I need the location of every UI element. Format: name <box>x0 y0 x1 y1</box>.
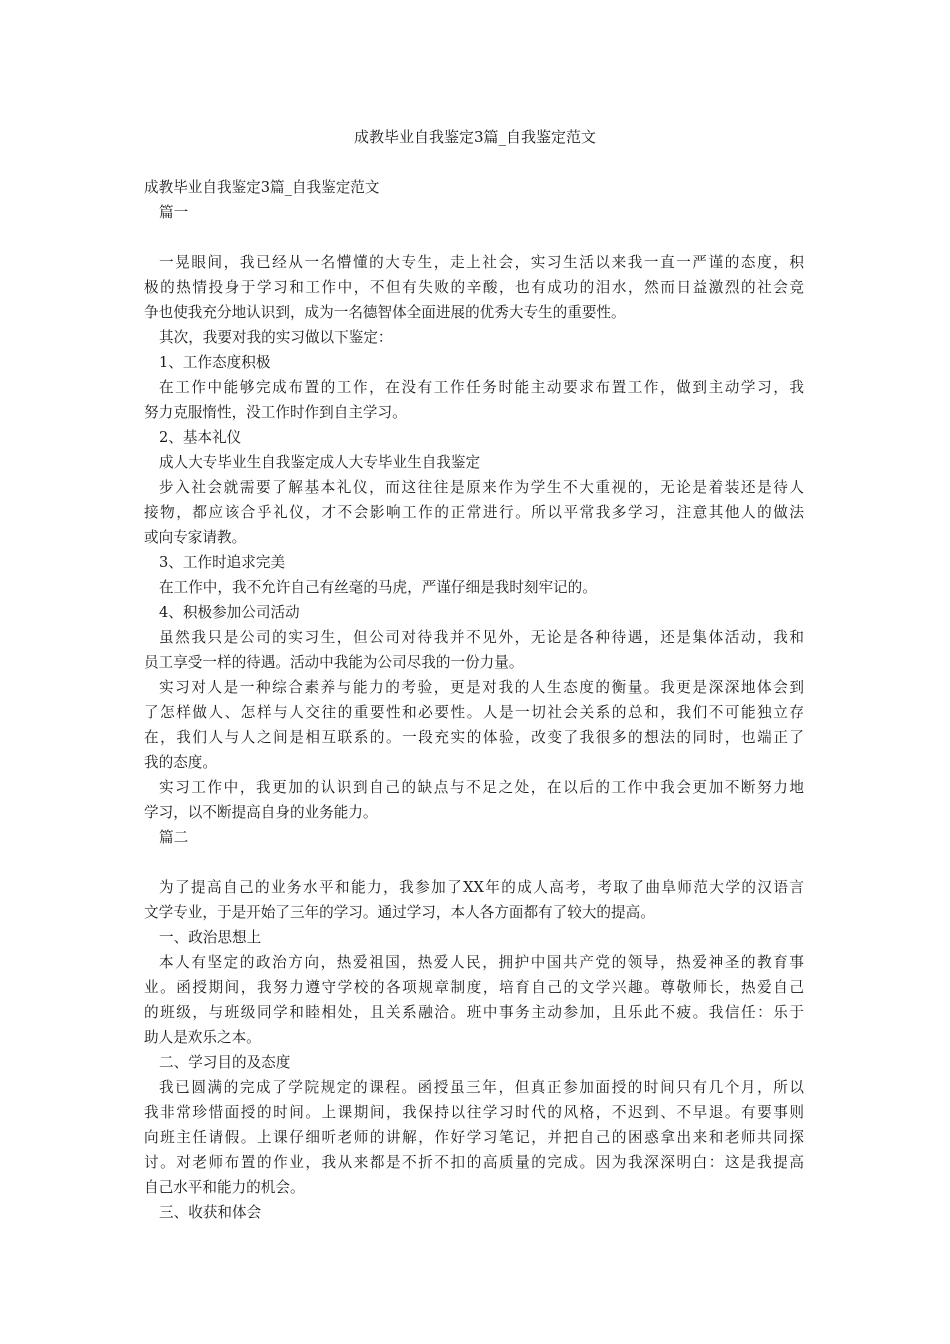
page-title: 成教毕业自我鉴定3篇_自我鉴定范文 <box>353 128 597 146</box>
text-line: 一晃眼间，我已经从一名懵懂的大专生，走上社会，实习生活以来我一直一严谨的态度，积 <box>159 254 804 271</box>
text-line: 成教毕业自我鉴定3篇_自我鉴定范文 <box>144 179 380 196</box>
document-body <box>144 175 804 1225</box>
text-line: 我非常珍惜面授的时间。上课期间，我保持以往学习时代的风格，不迟到、不早退。有要事则 <box>144 1104 804 1121</box>
text-line: 在工作中，我不允许自己有丝毫的马虎，严谨仔细是我时刻牢记的。 <box>159 579 597 596</box>
text-line: 4、积极参加公司活动 <box>159 604 300 621</box>
text-line: 在工作中能够完成布置的工作，在没有工作任务时能主动要求布置工作，做到主动学习，我 <box>159 379 804 396</box>
text-line: 实习对人是一种综合素养与能力的考验，更是对我的人生态度的衡量。我更是深深地体会到 <box>159 679 804 696</box>
text-line: 文学专业，于是开始了三年的学习。通过学习，本人各方面都有了较大的提高。 <box>144 904 655 921</box>
text-line: 助人是欢乐之本。 <box>144 1029 261 1046</box>
blank-line <box>144 850 804 875</box>
text-line: 虽然我只是公司的实习生，但公司对待我并不见外，无论是各种待遇，还是集体活动，我和 <box>159 629 804 646</box>
text-line: 其次，我要对我的实习做以下鉴定： <box>159 329 393 346</box>
text-line: 争也使我充分地认识到，成为一名德智体全面进展的优秀大专生的重要性。 <box>144 304 626 321</box>
text-line: 员工享受一样的待遇。活动中我能为公司尽我的一份力量。 <box>144 654 524 671</box>
blank-line <box>144 225 804 250</box>
text-line: 极的热情投身于学习和工作中，不但有失败的辛酸，也有成功的泪水，然而日益激烈的社会竞 <box>144 279 804 296</box>
text-line: 实习工作中，我更加的认识到自己的缺点与不足之处，在以后的工作中我会更加不断努力地 <box>159 779 804 796</box>
text-line: 一、政治思想上 <box>159 929 262 946</box>
text-line: 讨。对老师布置的作业，我从来都是不折不扣的高质量的完成。因为我深深明白：这是我提高 <box>144 1154 804 1171</box>
text-line: 三、收获和体会 <box>159 1204 262 1221</box>
text-line: 二、学习目的及态度 <box>159 1054 291 1071</box>
text-line: 成人大专毕业生自我鉴定成人大专毕业生自我鉴定 <box>159 454 481 471</box>
text-line: 或向专家请教。 <box>144 529 247 546</box>
text-line: 本人有坚定的政治方向，热爱祖国，热爱人民，拥护中国共产党的领导，热爱神圣的教育事 <box>159 954 804 971</box>
text-line: 向班主任请假。上课仔细听老师的讲解，作好学习笔记，并把自己的困惑拿出来和老师共同探 <box>144 1129 804 1146</box>
text-line: 1、工作态度积极 <box>159 354 271 371</box>
text-line: 为了提高自己的业务水平和能力，我参加了XX年的成人高考，考取了曲阜师范大学的汉语言 <box>159 879 804 896</box>
text-line: 3、工作时追求完美 <box>159 554 286 571</box>
text-line: 步入社会就需要了解基本礼仪，而这往往是原来作为学生不大重视的，无论是着装还是待人 <box>159 479 804 496</box>
text-line: 我的态度。 <box>144 754 217 771</box>
text-line: 的班级，与班级同学和睦相处，且关系融洽。班中事务主动参加，且乐此不疲。我信任：乐于 <box>144 1004 804 1021</box>
text-line: 了怎样做人、怎样与人交往的重要性和必要性。人是一切社会关系的总和，我们不可能独立存 <box>144 704 804 721</box>
text-line: 2、基本礼仪 <box>159 429 242 446</box>
text-line: 自己水平和能力的机会。 <box>144 1179 305 1196</box>
text-line: 努力克服惰性，没工作时作到自主学习。 <box>144 404 407 421</box>
text-line: 篇一 <box>159 204 189 221</box>
text-line: 业。函授期间，我努力遵守学校的各项规章制度，培育自己的文学兴趣。尊敬师长，热爱自己 <box>144 979 804 996</box>
text-line: 接物，都应该合乎礼仪，才不会影响工作的正常进行。所以平常我多学习，注意其他人的做法 <box>144 504 804 521</box>
text-line: 篇二 <box>159 829 189 846</box>
text-line: 在，我们人与人之间是相互联系的。一段充实的体验，改变了我很多的想法的同时，也端正了 <box>144 729 804 746</box>
text-line: 我已圆满的完成了学院规定的课程。函授虽三年，但真正参加面授的时间只有几个月，所以 <box>159 1079 804 1096</box>
text-line: 学习，以不断提高自身的业务能力。 <box>144 804 378 821</box>
